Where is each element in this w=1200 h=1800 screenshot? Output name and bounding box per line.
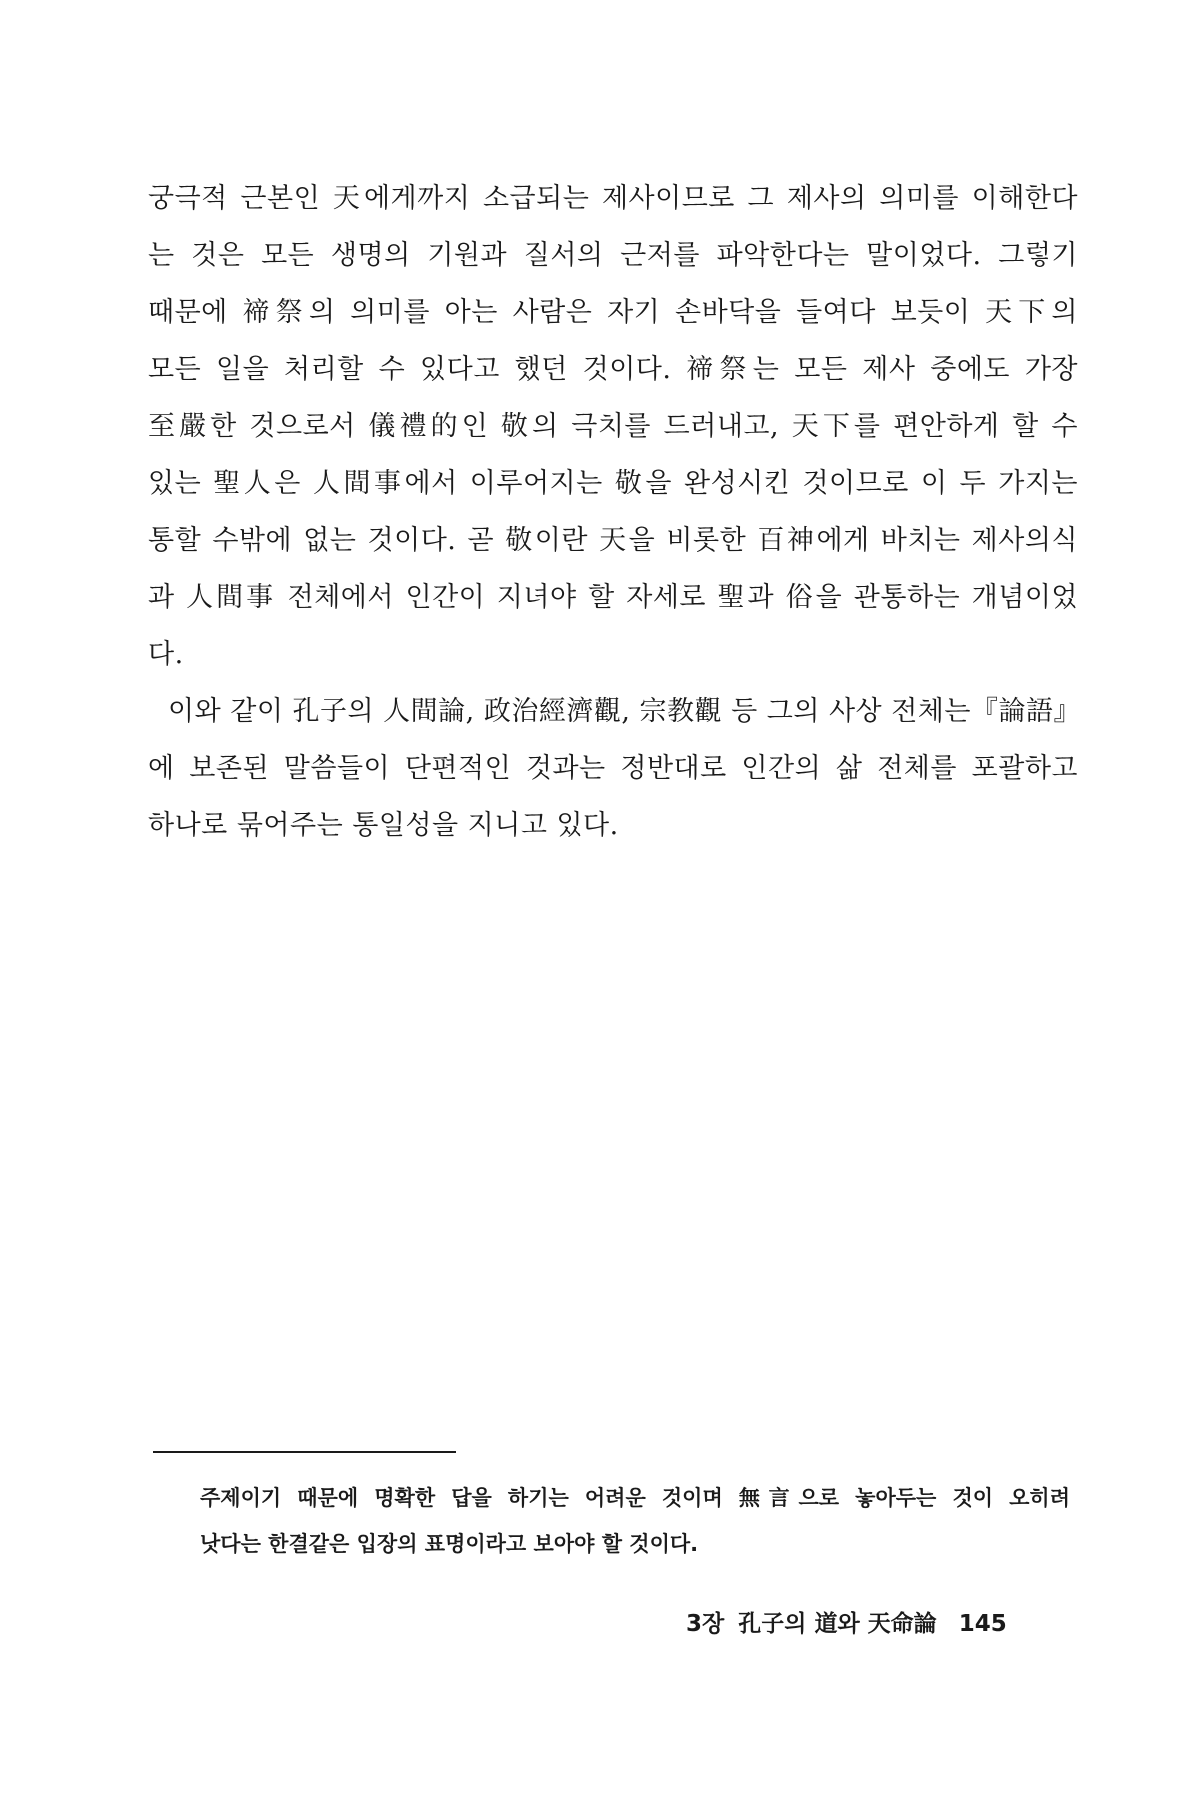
- footnote-divider: [153, 1451, 456, 1453]
- running-footer: [686, 1606, 1036, 1642]
- text-line: 다.: [148, 639, 184, 670]
- text-line: 있는 聖人은 人間事에서 이루어지는 敬을 완성시킨 것이므로 이 두 가지는: [148, 468, 1078, 499]
- footnote-line: 낫다는 한결같은 입장의 표명이라고 보아야 할 것이다.: [200, 1532, 699, 1556]
- chapter-label: 3장: [686, 1611, 725, 1637]
- paragraph-2: [148, 683, 1081, 854]
- chapter-title: 孔子의 道와 天命論: [738, 1611, 937, 1637]
- body-text: [148, 170, 1081, 854]
- text-line: 과 人間事 전체에서 인간이 지녀야 할 자세로 聖과 俗을 관통하는 개념이었: [148, 582, 1078, 613]
- text-line: 에 보존된 말씀들이 단편적인 것과는 정반대로 인간의 삶 전체를 포괄하고: [148, 753, 1078, 784]
- footnote: [200, 1475, 1070, 1567]
- text-line: 모든 일을 처리할 수 있다고 했던 것이다. 禘祭는 모든 제사 중에도 가장: [148, 354, 1078, 385]
- text-line: 통할 수밖에 없는 것이다. 곧 敬이란 天을 비롯한 百神에게 바치는 제사의식: [148, 525, 1078, 556]
- text-line: 至嚴한 것으로서 儀禮的인 敬의 극치를 드러내고, 天下를 편안하게 할 수: [148, 411, 1078, 442]
- text-line: 하나로 묶어주는 통일성을 지니고 있다.: [148, 810, 619, 841]
- page-number: 145: [958, 1611, 1007, 1637]
- paragraph-1: [148, 170, 1078, 683]
- footnote-line: 주제이기 때문에 명확한 답을 하기는 어려운 것이며 無言으로 놓아두는 것이 오히려: [200, 1486, 1070, 1510]
- text-line: 궁극적 근본인 天에게까지 소급되는 제사이므로 그 제사의 의미를 이해한다: [148, 183, 1078, 214]
- text-line: 는 것은 모든 생명의 기원과 질서의 근저를 파악한다는 말이었다. 그렇기: [148, 240, 1078, 271]
- text-line: 이와 같이 孔子의 人間論, 政治經濟觀, 宗教觀 등 그의 사상 전체는『論語』: [168, 696, 1081, 727]
- text-line: 때문에 禘祭의 의미를 아는 사람은 자기 손바닥을 들여다 보듯이 天下의: [148, 297, 1078, 328]
